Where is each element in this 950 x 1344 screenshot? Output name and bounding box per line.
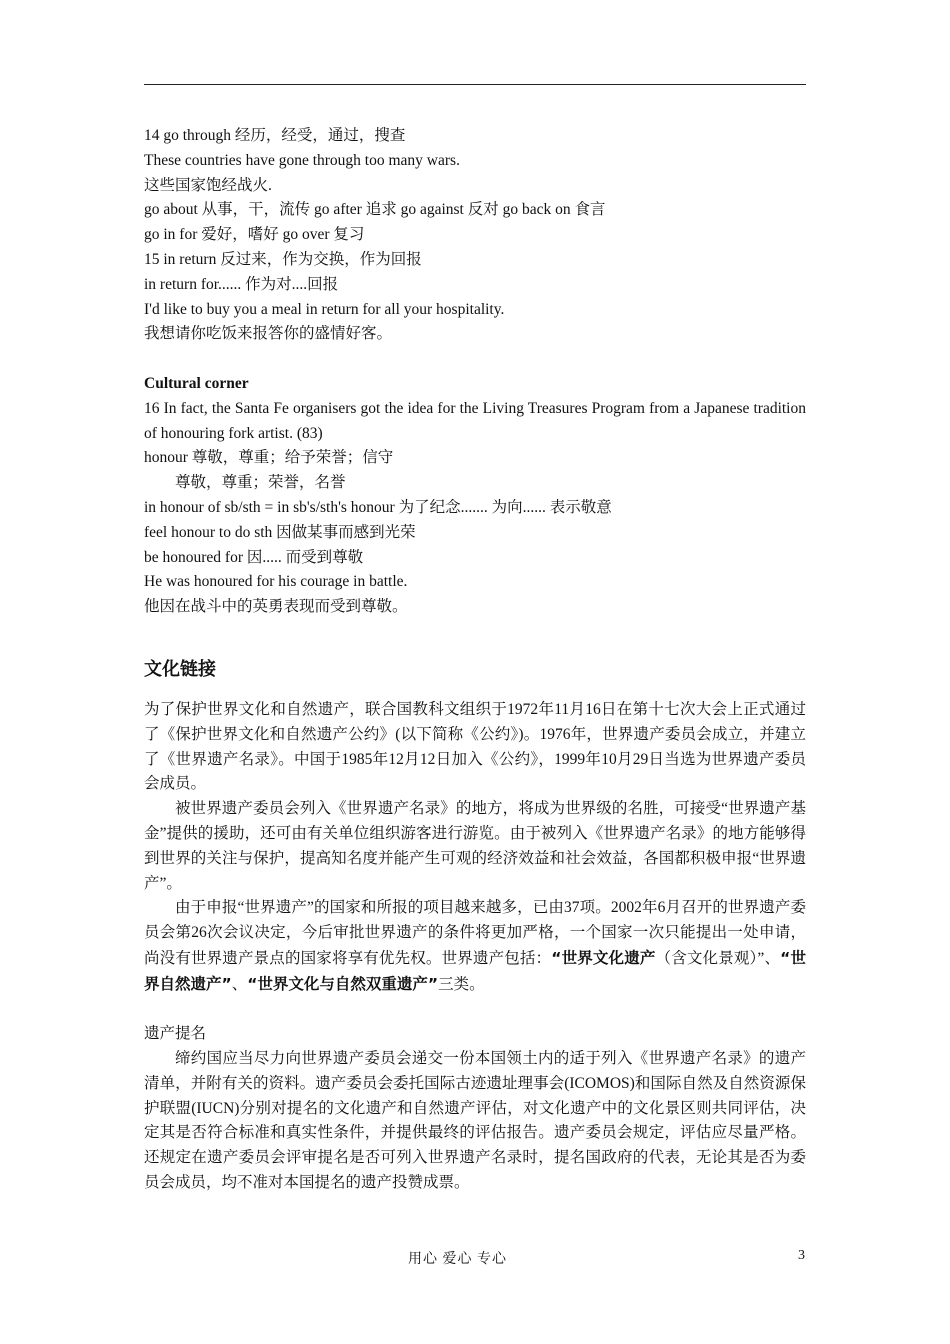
paragraph-3-text: 由于申报“世界遗产”的国家和所报的项目越来越多，已由37项。2002年6月召开的世界遗产委员会第26次会议决定，今后审批世界遗产的条件将更加严格，一个国家一次只能提出一处申请，尚没有世界遗产景点的国家将享有优先权。世界遗产包括： bbox=[144, 899, 806, 967]
paragraph-2: 被世界遗产委员会列入《世界遗产名录》的地方，将成为世界级的名胜，可接受“世界遗产基金”提供的援助，还可由有关单位组织游客进行游览。由于被列入《世界遗产名录》的地方能够得到世界的关注与保护，提高知名度并能产生可观的经济效益和社会效益，各国都积极申报“世界遗产”。 bbox=[144, 800, 806, 892]
heritage-type-mixed: “世界文化与自然双重遗产” bbox=[247, 974, 439, 993]
spacer bbox=[144, 684, 806, 698]
item-16-paragraph: 16 In fact, the Santa Fe organisers got the idea for the Living Treasures Program from a Japanese tradition of honouring fork artist. (83) bbox=[144, 399, 806, 442]
footer-motto: 用心 爱心 专心 bbox=[408, 1252, 507, 1267]
vocab-line: 尊敬，尊重；荣誉，名誉 bbox=[175, 474, 346, 492]
page-number: 3 bbox=[798, 1248, 805, 1263]
vocab-line: go about 从事，干，流传 go after 追求 go against 反对 go back on 食言 bbox=[144, 201, 606, 219]
vocab-line: in honour of sb/sth = in sb's/sth's honour 为了纪念....... 为向...... 表示敬意 bbox=[144, 498, 612, 516]
vocab-line: He was honoured for his courage in battle. bbox=[144, 573, 408, 591]
vocab-line: 我想请你吃饭来报答你的盛情好客。 bbox=[144, 325, 393, 343]
vocab-line: 15 in return 反过来，作为交换，作为回报 bbox=[144, 250, 422, 268]
heritage-type-natural: “世界自然遗产” bbox=[144, 948, 806, 993]
paragraph-1: 为了保护世界文化和自然遗产，联合国教科文组织于1972年11月16日在第十七次大会上正式通过了《保护世界文化和自然遗产公约》(以下简称《公约》)。1976年，世界遗产委员会成立，并建立了《世界遗产名录》。中国于1985年12月12日加入《公约》，1999年10月29日当选为世界遗产委员会成员。 bbox=[144, 700, 806, 793]
vocab-line: be honoured for 因..... 而受到尊敬 bbox=[144, 548, 364, 566]
vocab-line: feel honour to do sth 因做某事而感到光荣 bbox=[144, 523, 416, 541]
subsection-title: 遗产提名 bbox=[144, 1025, 207, 1043]
paragraph-3-text: 三类。 bbox=[438, 975, 485, 993]
vocab-line: honour 尊敬，尊重；给予荣誉；信守 bbox=[144, 449, 394, 467]
heritage-type-cultural: “世界文化遗产 bbox=[551, 948, 656, 967]
paragraph-3-text: （含文化景观）”、 bbox=[655, 949, 781, 967]
document-body bbox=[144, 124, 806, 1196]
header-rule bbox=[144, 84, 806, 85]
spacer bbox=[144, 347, 806, 372]
vocab-line: I'd like to buy you a meal in return for all your hospitality. bbox=[144, 300, 505, 318]
vocab-line: 14 go through 经历，经受，通过，搜查 bbox=[144, 127, 406, 144]
paragraph-3 bbox=[144, 896, 806, 997]
cultural-corner-heading: Cultural corner bbox=[144, 374, 249, 392]
vocab-line: in return for...... 作为对....回报 bbox=[144, 275, 339, 293]
spacer bbox=[144, 998, 806, 1023]
vocab-line: These countries have gone through too many wars. bbox=[144, 151, 460, 169]
vocab-line: 他因在战斗中的英勇表现而受到尊敬。 bbox=[144, 598, 408, 616]
vocab-line: go in for 爱好，嗜好 go over 复习 bbox=[144, 226, 365, 244]
vocab-line: 这些国家饱经战火. bbox=[144, 176, 272, 194]
section-title: 文化链接 bbox=[144, 658, 216, 680]
paragraph-3-text: 、 bbox=[231, 975, 248, 993]
paragraph-4: 缔约国应当尽力向世界遗产委员会递交一份本国领土内的适于列入《世界遗产名录》的遗产清单，并附有关的资料。遗产委员会委托国际古迹遗址理事会(ICOMOS)和国际自然及自然资源保护联盟(IUCN)分别对提名的文化遗产和自然遗产评估，对文化遗产中的文化景区则共同评估，决定其是否符合标准和真实性条件，并提供最终的评估报告。遗产委员会规定，评估应尽量严格。还规定在遗产委员会评审提名是否可列入世界遗产名录时，提名国政府的代表，无论其是否为委员会成员，均不准对本国提名的遗产投赞成票。 bbox=[144, 1050, 806, 1192]
page-footer bbox=[0, 1248, 950, 1268]
